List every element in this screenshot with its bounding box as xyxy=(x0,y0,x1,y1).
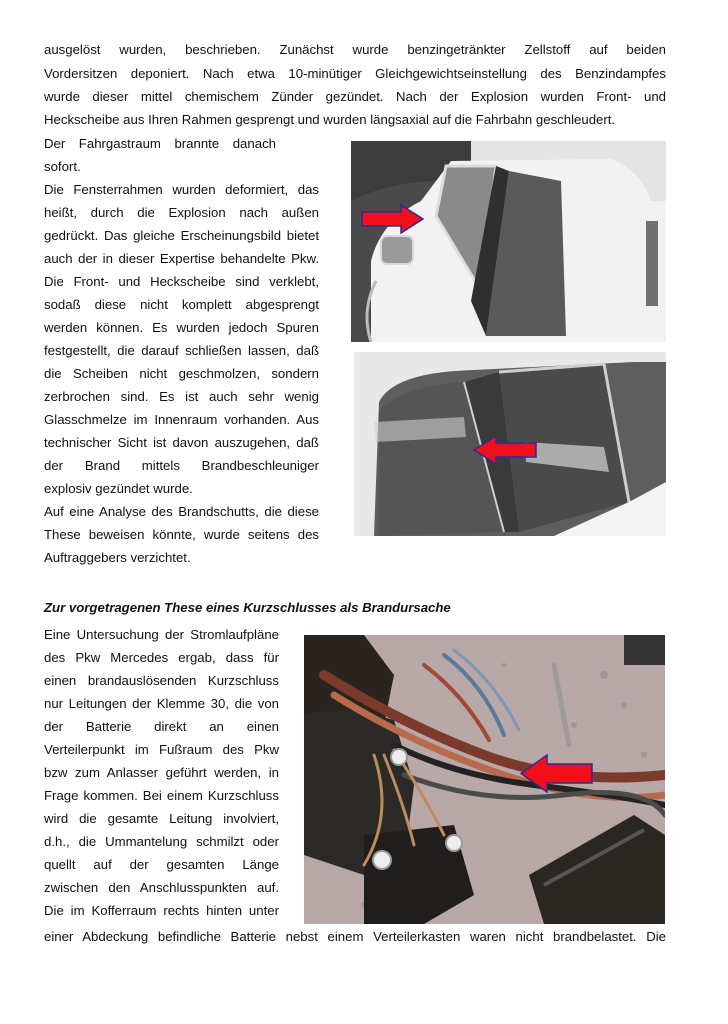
text-line: werden können. Es wurden jedoch Spuren xyxy=(44,320,319,335)
text-line: wurde dieser mittel chemischem Zünder gezündet. Nach der Explosion wurden Front- und xyxy=(44,89,666,104)
text-line: Frage kommen. Bei einem Kurzschluss xyxy=(44,788,279,803)
text-line: zerbrochen sind. Es ist auch sehr wenig xyxy=(44,389,319,404)
text-line: ausgelöst wurden, beschrieben. Zunächst wurde benzingetränkter Zellstoff auf beiden xyxy=(44,42,666,57)
text-line: des Pkw Mercedes ergab, dass für xyxy=(44,650,279,665)
text-line: These beweisen könnte, wurde seitens des xyxy=(44,527,319,542)
arrow-right-icon xyxy=(361,204,425,234)
text-line: gedrückt. Das gleiche Erscheinungsbild bietet xyxy=(44,228,319,243)
text-line: der Batterie direkt an einen xyxy=(44,719,279,734)
text-line: Glasschmelze im Innenraum vorhanden. Aus xyxy=(44,412,319,427)
text-line: einen brandauslösenden Kurzschluss xyxy=(44,673,279,688)
text-line: heißt, durch die Explosion nach außen xyxy=(44,205,319,220)
arrow-left-icon xyxy=(472,435,538,465)
text-line: zwischen den Anschlusspunkten auf. xyxy=(44,880,279,895)
photo-car-front-window xyxy=(351,141,666,342)
text-line: Eine Untersuchung der Stromlaufpläne xyxy=(44,627,279,642)
text-line: Auf eine Analyse des Brandschutts, die diese xyxy=(44,504,319,519)
text-line: explosiv gezündet wurde. xyxy=(44,481,193,496)
text-line: Auftraggebers verzichtet. xyxy=(44,550,191,565)
text-line: nur Leitungen der Klemme 30, die von xyxy=(44,696,279,711)
text-line: Der Fahrgastraum brannte danach xyxy=(44,136,276,151)
arrow-left-icon xyxy=(519,754,594,793)
text-line: Die Front- und Heckscheibe sind verklebt, xyxy=(44,274,319,289)
text-line: quellt auf der gesamten Länge xyxy=(44,857,279,872)
text-line: auch der in dieser Expertise behandelte Pkw. xyxy=(44,251,319,266)
text-line: bzw zum Anlasser geführt werden, in xyxy=(44,765,279,780)
text-line: sofort. xyxy=(44,159,81,174)
text-line: Vordersitzen deponiert. Nach etwa 10-minütiger Gleichgewichtseinstellung des Benzindampfes xyxy=(44,66,666,81)
text-line: technischer Sicht ist davon auszugehen, daß xyxy=(44,435,319,450)
text-line: Heckscheibe aus Ihren Rahmen gesprengt und wurden längsaxial auf die Fahrbahn geschleudert. xyxy=(44,112,616,127)
text-line: wird die gesamte Leitung involviert, xyxy=(44,811,279,826)
text-line: festgestellt, die darauf schließen lassen, daß xyxy=(44,343,319,358)
text-line: Die im Kofferraum rechts hinten unter xyxy=(44,903,279,918)
text-line: Die Fensterrahmen wurden deformiert, das xyxy=(44,182,319,197)
text-line: d.h., die Ummantelung schmilzt oder xyxy=(44,834,279,849)
section-heading: Zur vorgetragenen These eines Kurzschlusses als Brandursache xyxy=(44,600,451,615)
text-line: Verteilerpunkt im Fußraum des Pkw xyxy=(44,742,279,757)
text-line: sodaß diese nicht komplett abgesprengt xyxy=(44,297,319,312)
text-line: einer Abdeckung befindliche Batterie nebst einem Verteilerkasten waren nicht brandbelastet. Die xyxy=(44,929,666,944)
photo-burnt-wiring xyxy=(304,635,665,924)
text-line: der Brand mittels Brandbeschleuniger xyxy=(44,458,319,473)
text-line: die Scheiben nicht geschmolzen, sondern xyxy=(44,366,319,381)
